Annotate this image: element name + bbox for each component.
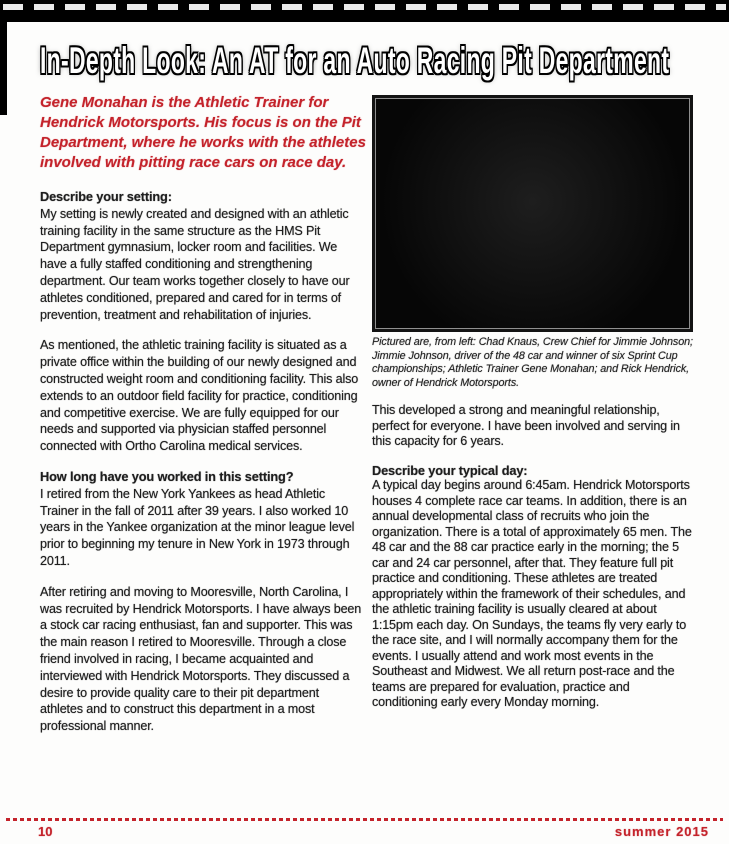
top-border xyxy=(0,0,729,22)
section-heading-typical-day: Describe your typical day: xyxy=(372,462,528,478)
section-heading-how-long: How long have you worked in this setting? xyxy=(40,468,294,484)
paragraph-setting-2: As mentioned, the athletic training facility is situated as a private office within the building of our newly designed and constructed weight room and conditioning facility. This also extends to an outdoor field facility for practice, conditioning and competitive exercise. We are fully equipped for our needs and supported via physician staffed personnel connected with Ortho Carolina medical services. xyxy=(40,338,359,454)
left-column xyxy=(40,189,362,749)
paragraph-continuation: This developed a strong and meaningful relationship, perfect for everyone. I have been involved and serving in this capacity for 6 years. xyxy=(372,403,680,449)
article-photo xyxy=(372,95,693,332)
right-column xyxy=(372,336,696,724)
paragraph-how-long-2: After retiring and moving to Mooresville, North Carolina, I was recruited by Hendrick Motorsports. I have always been a stock car racing enthusiast, fan and supporter. This was the main reason I retired to Mooresville. Through a close friend involved in racing, I became acquainted and interviewed with Hendrick Motorsports. They discussed a desire to provide quality care to their pit department athletes and to construct this department in a most professional manner. xyxy=(40,584,362,734)
scan-edge-artifact xyxy=(0,22,7,115)
article-intro: Gene Monahan is the Athletic Trainer for Hendrick Motorsports. His focus is on the Pit Department, where he works with the athletes involved with pitting race cars on race day. xyxy=(40,94,366,171)
paragraph-typical-day: A typical day begins around 6:45am. Hendrick Motorsports houses 4 complete race car teams. In addition, there is an annual developmental class of recruits who join the organization. There is a total of approximately 65 men. The 48 car and the 88 car practice early in the morning; the 5 car and 24 car personnel, after that. They feature full pit practice and conditioning. These athletes are treated appropriately within the framework of their schedules, and the athletic training facility is usually cleared at about 1:15pm each day. On Sundays, the teams fly very early to the race site, and I will normally accompany them for the events. I usually attend and work most events in the Southeast and Midwest. We all return post-race and the teams are prepared for evaluation, practice and conditioning early every Monday morning. xyxy=(372,478,692,710)
paragraph-how-long-1: I retired from the New York Yankees as head Athletic Trainer in the fall of 2011 after 39 years. I also worked 10 years in the Yankee organization at the minor league level prior to beginning my tenure in New York in 1973 through 2011. xyxy=(40,486,355,568)
section-heading-setting: Describe your setting: xyxy=(40,189,172,204)
footer-issue-label: summer 2015 xyxy=(614,824,709,839)
paragraph-setting-1: My setting is newly created and designed with an athletic training facility in the same structure as the HMS Pit Department gymnasium, locker room and facilities. We have a fully staffed conditioning and strengthening department. Our team works together closely to have our athletes conditioned, prepared and cared for in terms of prevention, treatment and rehabilitation of injuries. xyxy=(40,206,350,322)
footer-page-number: 10 xyxy=(38,824,53,839)
top-dashed-line xyxy=(3,4,726,10)
footer-divider xyxy=(6,818,723,821)
photo-caption: Pictured are, from left: Chad Knaus, Crew Chief for Jimmie Johnson; Jimmie Johnson, driver of the 48 car and winner of six Sprint Cup championships; Athletic Trainer Gene Monahan; and Rick Hendrick, owner of Hendrick Motorsports. xyxy=(372,336,693,389)
article-title: In-Depth Look: An AT for an Auto Racing Pit Department xyxy=(40,40,670,81)
